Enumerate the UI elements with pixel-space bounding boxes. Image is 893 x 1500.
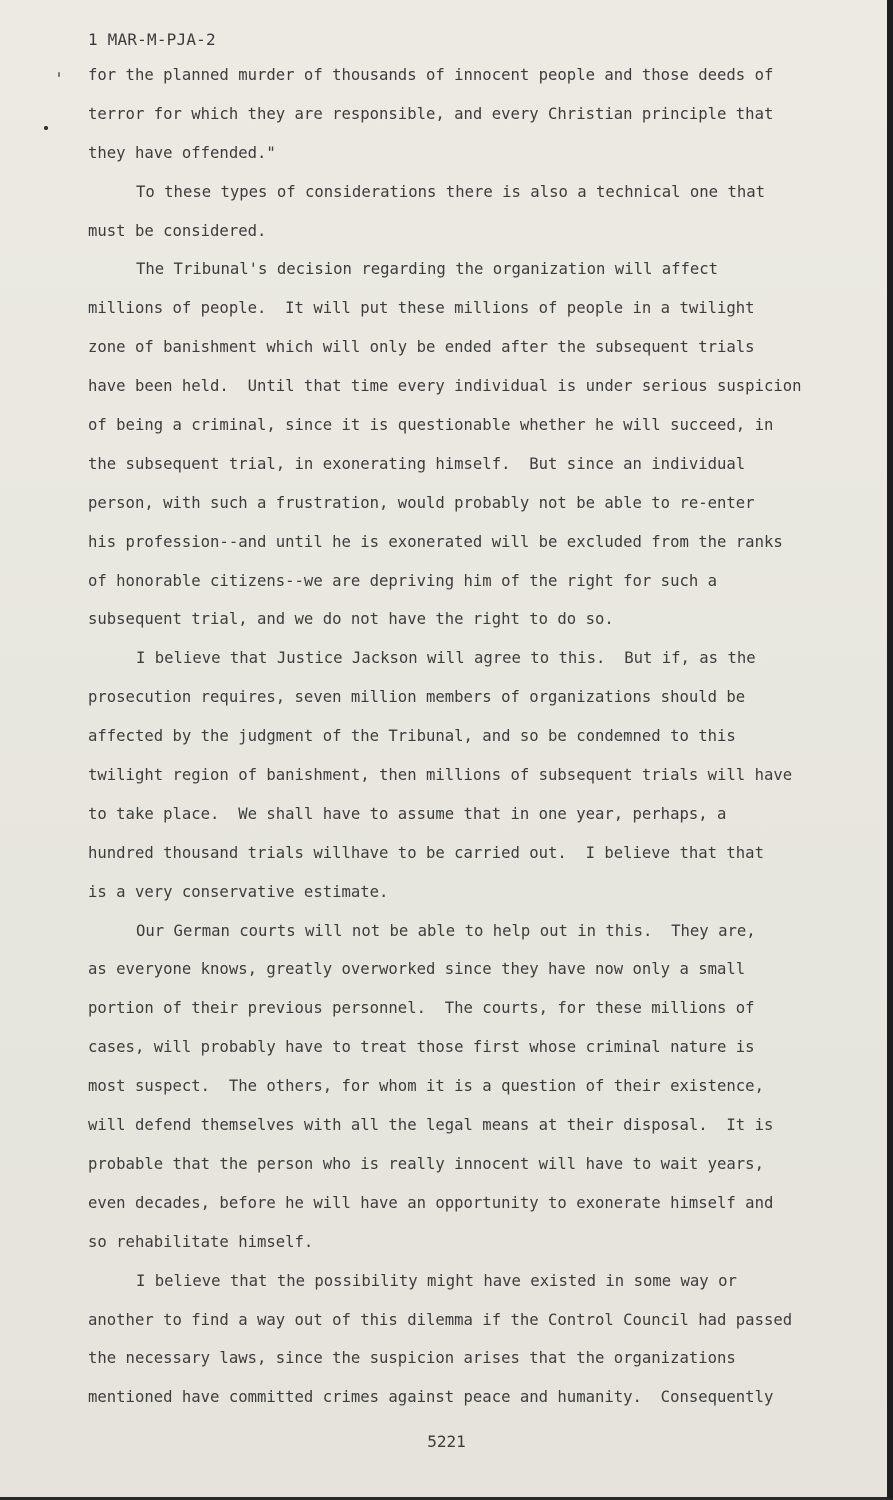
text-line: for the planned murder of thousands of innocent people and those deeds of: [88, 66, 774, 84]
text-line: terror for which they are responsible, and every Christian principle that: [88, 104, 774, 123]
margin-dot-mark: [44, 126, 48, 130]
text-line: the subsequent trial, in exonerating himself. But since an individual: [88, 454, 746, 473]
text-line: his profession--and until he is exonerated will be excluded from the ranks: [88, 532, 783, 551]
text-line: of honorable citizens--we are depriving him of the right for such a: [88, 571, 718, 590]
text-line: have been held. Until that time every individual is under serious suspicion: [88, 377, 802, 396]
page-number: 5221: [427, 1432, 466, 1451]
text-line: prosecution requires, seven million members of organizations should be: [88, 688, 746, 707]
text-line: another to find a way out of this dilemma if the Control Council had passed: [88, 1310, 793, 1329]
text-line: twilight region of banishment, then millions of subsequent trials will have: [88, 766, 793, 785]
text-line: millions of people. It will put these millions of people in a twilight: [88, 299, 755, 318]
text-line: they have offended.": [88, 143, 276, 162]
text-line: the necessary laws, since the suspicion arises that the organizations: [88, 1349, 736, 1368]
text-line: To these types of considerations there is also a technical one that: [136, 182, 766, 201]
text-line: as everyone knows, greatly overworked since they have now only a small: [88, 960, 746, 979]
text-line: subsequent trial, and we do not have the right to do so.: [88, 610, 614, 629]
text-line: so rehabilitate himself.: [88, 1232, 314, 1251]
text-line: I believe that Justice Jackson will agree to this. But if, as the: [136, 649, 756, 668]
text-line: of being a criminal, since it is questionable whether he will succeed, in: [88, 416, 774, 435]
text-line: to take place. We shall have to assume that in one year, perhaps, a: [88, 804, 727, 823]
text-line: hundred thousand trials willhave to be carried out. I believe that that: [88, 843, 764, 862]
text-line: cases, will probably have to treat those first whose criminal nature is: [88, 1038, 755, 1057]
text-line: probable that the person who is really innocent will have to wait years,: [88, 1154, 764, 1173]
document-header-id: 1 MAR-M-PJA-2: [88, 30, 216, 49]
text-line: is a very conservative estimate.: [88, 882, 389, 901]
text-line: affected by the judgment of the Tribunal, and so be condemned to this: [88, 727, 736, 746]
text-line: must be considered.: [88, 221, 267, 240]
text-line: even decades, before he will have an opportunity to exonerate himself and: [88, 1193, 774, 1212]
text-line: person, with such a frustration, would probably not be able to re-enter: [88, 493, 755, 512]
text-line: mentioned have committed crimes against peace and humanity. Consequently: [88, 1388, 774, 1407]
text-line: I believe that the possibility might have existed in some way or: [136, 1271, 737, 1290]
document-body: [88, 56, 828, 1417]
text-line: zone of banishment which will only be ended after the subsequent trials: [88, 338, 755, 357]
text-line: most suspect. The others, for whom it is a question of their existence,: [88, 1077, 764, 1096]
text-line: The Tribunal's decision regarding the organization will affect: [136, 260, 719, 279]
text-line: will defend themselves with all the legal means at their disposal. It is: [88, 1116, 774, 1135]
text-line: portion of their previous personnel. The courts, for these millions of: [88, 999, 755, 1018]
text-line: Our German courts will not be able to help out in this. They are,: [136, 921, 756, 940]
margin-tick-mark: [58, 72, 60, 77]
